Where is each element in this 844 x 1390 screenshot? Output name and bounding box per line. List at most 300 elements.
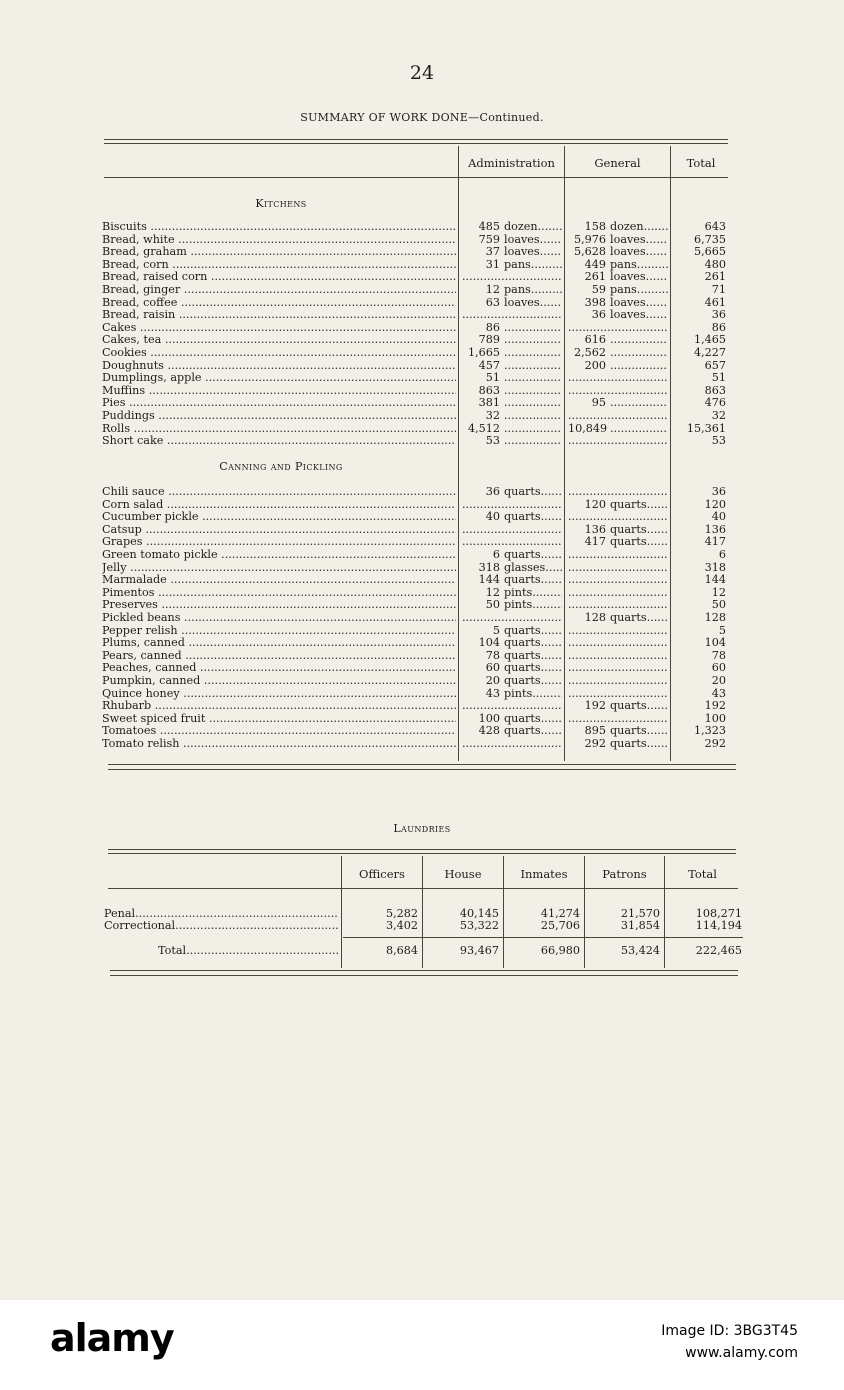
cell-number: 59 <box>591 284 606 296</box>
cell-number: 128 <box>584 612 606 624</box>
cell-unit: quarts ..... <box>610 738 668 751</box>
row-label: Correctional ..... <box>104 920 338 933</box>
cell-number: 449 <box>584 258 606 271</box>
row-label: Penal ..... <box>104 908 338 921</box>
row-label: Jelly ..... <box>102 562 456 575</box>
row-label: Pumpkin, canned ..... <box>102 675 456 688</box>
cell-number: 63 <box>485 296 500 309</box>
laundries-sum-rule <box>343 937 743 938</box>
cell-value: 66,980 <box>540 944 580 957</box>
image-id <box>661 1320 798 1364</box>
cell-number: 40 <box>485 511 500 524</box>
row-label: Pickled beans ..... <box>102 612 456 625</box>
cell-value <box>462 688 562 701</box>
table1-col-divider <box>458 146 459 761</box>
row-label: Dumplings, apple ..... <box>102 372 456 385</box>
cell-value <box>568 385 668 398</box>
cell-total: 863 <box>704 383 726 397</box>
cell-number: 192 <box>584 700 606 713</box>
cell-total: 5 <box>718 623 726 637</box>
cell-value <box>462 334 562 347</box>
cell-number: 104 <box>478 637 500 650</box>
cell-value <box>568 486 668 499</box>
column-header-total: Total <box>688 867 717 881</box>
cell-number: 318 <box>478 561 500 574</box>
cell-value: 114,194 <box>695 919 742 932</box>
cell-number: 10,849 <box>568 422 608 435</box>
cell-unit <box>504 372 562 385</box>
cell-unit: quarts ..... <box>504 725 562 738</box>
cell-total: 20 <box>711 674 726 687</box>
cell-value <box>568 574 668 587</box>
cell-unit: quarts ..... <box>610 700 668 713</box>
table1-top-rule <box>104 139 728 140</box>
cell-value <box>568 662 668 675</box>
row-label: Pimentos ..... <box>102 587 456 600</box>
cell-value <box>462 499 562 512</box>
cell-value <box>568 334 668 347</box>
cell-value <box>568 397 668 410</box>
cell-value <box>568 524 668 537</box>
cell-total: 104 <box>704 636 726 650</box>
cell-unit <box>504 360 562 373</box>
row-label: Total ..... <box>158 945 340 958</box>
cell-value <box>462 725 562 738</box>
row-label: Marmalade ..... <box>102 574 456 587</box>
cell-value <box>568 284 668 297</box>
laundries-bottom-rule <box>110 970 738 971</box>
column-header-inmates: Inmates <box>520 867 568 881</box>
row-label: Bread, coffee ..... <box>102 297 456 310</box>
cell-unit <box>504 423 562 436</box>
cell-unit: loaves ..... <box>610 309 668 322</box>
cell-value <box>462 637 562 650</box>
cell-number: 136 <box>584 523 606 536</box>
cell-number: 863 <box>478 384 500 397</box>
section-heading: Canning and Pickling <box>219 460 343 473</box>
cell-total: 86 <box>711 320 726 334</box>
cell-number: 5,976 <box>573 233 606 246</box>
section-heading: Kitchens <box>255 197 307 210</box>
row-label: Bread, raised corn ..... <box>102 271 456 284</box>
cell-total: 417 <box>704 535 726 549</box>
cell-value <box>568 700 668 713</box>
cell-total: 53 <box>711 434 726 448</box>
row-label: Green tomato pickle ..... <box>102 549 456 562</box>
cell-total: 12 <box>711 585 726 599</box>
row-label: Grapes ..... <box>102 536 456 549</box>
cell-value <box>568 536 668 549</box>
row-label: Pears, canned ..... <box>102 650 456 663</box>
cell-total: 32 <box>711 409 726 422</box>
laundries-top-rule <box>108 849 736 850</box>
cell-unit <box>610 360 668 373</box>
row-label: Quince honey ..... <box>102 688 456 701</box>
cell-total: 1,465 <box>693 333 726 347</box>
cell-total: 1,323 <box>693 724 726 738</box>
cell-value <box>568 347 668 360</box>
cell-value <box>462 650 562 663</box>
cell-value: 31,854 <box>620 919 660 932</box>
cell-unit: loaves ..... <box>504 297 562 310</box>
cell-total: 643 <box>704 220 726 233</box>
cell-value <box>568 259 668 272</box>
cell-value <box>462 259 562 272</box>
cell-value <box>462 435 562 448</box>
cell-value <box>568 499 668 512</box>
cell-value <box>568 625 668 638</box>
cell-value: 25,706 <box>540 919 580 932</box>
cell-total: 136 <box>704 522 726 536</box>
cell-value <box>568 549 668 562</box>
cell-value <box>462 410 562 423</box>
column-header-administration: Administration <box>468 156 555 170</box>
cell-unit: pans ..... <box>610 284 668 297</box>
cell-number: 100 <box>478 712 500 725</box>
cell-value <box>462 284 562 297</box>
cell-total: 51 <box>711 371 726 385</box>
cell-number: 4,512 <box>467 422 500 435</box>
row-label: Chili sauce ..... <box>102 486 456 499</box>
cell-value <box>462 486 562 499</box>
row-label: Tomato relish ..... <box>102 738 456 751</box>
row-label: Peaches, canned ..... <box>102 662 456 675</box>
cell-total: 128 <box>704 611 726 624</box>
cell-unit: quarts ..... <box>504 637 562 650</box>
column-header-house: House <box>444 867 482 881</box>
cell-number: 292 <box>584 738 606 750</box>
cell-value <box>462 562 562 575</box>
row-label: Cakes, tea ..... <box>102 334 456 347</box>
cell-number: 417 <box>584 536 606 549</box>
cell-total: 144 <box>704 573 726 587</box>
row-label: Preserves ..... <box>102 599 456 612</box>
cell-unit: quarts ..... <box>504 713 562 726</box>
cell-value <box>462 221 562 234</box>
cell-unit: dozen ..... <box>504 221 562 234</box>
cell-value: 21,570 <box>620 907 660 920</box>
cell-total: 261 <box>704 270 726 284</box>
table1-header-rule <box>104 177 728 178</box>
cell-number: 261 <box>584 271 606 284</box>
cell-value <box>462 322 562 335</box>
laundries-bottom-rule-2 <box>110 975 738 976</box>
row-label: Bread, white ..... <box>102 234 456 247</box>
cell-number: 86 <box>485 321 500 334</box>
cell-total: 292 <box>704 737 726 750</box>
cell-total: 318 <box>704 560 726 574</box>
table1-bottom-rule-2 <box>108 769 736 770</box>
cell-value <box>462 423 562 436</box>
row-label: Biscuits ..... <box>102 221 456 234</box>
cell-number: 12 <box>485 284 500 296</box>
cell-unit <box>504 385 562 398</box>
row-label: Bread, corn ..... <box>102 259 456 272</box>
laundries-header-rule <box>108 888 738 889</box>
cell-number: 398 <box>584 296 606 309</box>
cell-number: 1,665 <box>467 347 500 359</box>
cell-unit: quarts ..... <box>610 536 668 549</box>
laundries-heading: Laundries <box>393 822 451 835</box>
cell-value <box>462 524 562 537</box>
cell-value <box>568 297 668 310</box>
page-number: 24 <box>409 62 435 84</box>
cell-unit: quarts ..... <box>610 725 668 738</box>
row-label: Puddings ..... <box>102 410 456 423</box>
cell-total: 480 <box>704 257 726 271</box>
cell-unit: quarts ..... <box>504 574 562 587</box>
cell-value <box>568 650 668 663</box>
cell-value: 40,145 <box>459 907 499 920</box>
row-label: Rolls ..... <box>102 423 456 436</box>
cell-value <box>568 360 668 373</box>
column-header-patrons: Patrons <box>602 867 647 881</box>
cell-value <box>568 271 668 284</box>
cell-unit <box>610 397 668 410</box>
cell-unit: quarts ..... <box>610 612 668 625</box>
cell-value: 93,467 <box>459 944 499 957</box>
row-label: Doughnuts ..... <box>102 360 456 373</box>
row-label: Pepper relish ..... <box>102 625 456 638</box>
cell-value <box>568 599 668 612</box>
cell-unit: quarts ..... <box>504 675 562 688</box>
cell-value <box>568 221 668 234</box>
cell-value: 41,274 <box>540 907 580 920</box>
cell-value <box>462 599 562 612</box>
cell-unit: quarts ..... <box>504 486 562 499</box>
row-label: Plums, canned ..... <box>102 637 456 650</box>
cell-unit: pints ..... <box>504 688 562 701</box>
cell-number: 789 <box>478 334 500 347</box>
cell-total: 476 <box>704 396 726 410</box>
cell-number: 95 <box>591 397 606 410</box>
cell-unit: loaves ..... <box>504 234 562 247</box>
cell-total: 461 <box>704 295 726 309</box>
cell-unit <box>504 334 562 347</box>
cell-total: 40 <box>711 510 726 524</box>
row-label: Pies ..... <box>102 397 456 410</box>
cell-total: 4,227 <box>693 346 726 359</box>
cell-unit <box>504 410 562 423</box>
cell-value: 222,465 <box>695 944 742 957</box>
cell-value <box>568 410 668 423</box>
cell-value <box>462 700 562 713</box>
page-title: SUMMARY OF WORK DONE—Continued. <box>300 111 544 124</box>
table1-col-divider <box>670 146 671 761</box>
cell-unit: glasses ..... <box>504 562 562 575</box>
cell-number: 457 <box>478 359 500 372</box>
site-url: www.alamy.com <box>685 1345 798 1361</box>
cell-value <box>462 738 562 751</box>
cell-value <box>462 536 562 549</box>
cell-unit: quarts ..... <box>504 511 562 524</box>
column-header-general: General <box>594 156 641 170</box>
cell-total: 71 <box>711 283 726 296</box>
cell-number: 144 <box>478 574 500 587</box>
cell-unit: quarts ..... <box>504 650 562 663</box>
cell-number: 158 <box>584 221 606 233</box>
cell-value <box>568 738 668 751</box>
cell-unit: pans ..... <box>504 284 562 297</box>
cell-unit <box>504 397 562 410</box>
cell-unit: dozen ..... <box>610 221 668 234</box>
row-label: Sweet spiced fruit ..... <box>102 713 456 726</box>
cell-unit: pans ..... <box>610 259 668 272</box>
cell-value <box>568 612 668 625</box>
cell-value <box>568 372 668 385</box>
laundries-top-rule-2 <box>108 853 736 854</box>
row-label: Short cake ..... <box>102 435 456 448</box>
table1-top-rule-2 <box>104 143 728 144</box>
cell-value <box>568 322 668 335</box>
cell-value <box>462 587 562 600</box>
cell-value <box>462 397 562 410</box>
cell-value <box>462 297 562 310</box>
row-label: Rhubarb ..... <box>102 700 456 713</box>
cell-value <box>568 713 668 726</box>
cell-value <box>568 688 668 701</box>
cell-value <box>462 271 562 284</box>
cell-number: 5,628 <box>573 246 606 259</box>
cell-value <box>462 662 562 675</box>
table1-col-divider <box>564 146 565 761</box>
cell-value <box>462 675 562 688</box>
cell-unit: loaves ..... <box>610 271 668 284</box>
cell-value <box>462 511 562 524</box>
cell-value <box>568 675 668 688</box>
cell-number: 895 <box>584 725 606 738</box>
cell-value <box>462 385 562 398</box>
row-label: Bread, ginger ..... <box>102 284 456 297</box>
cell-total: 36 <box>711 485 726 498</box>
cell-unit: pans ..... <box>504 259 562 272</box>
cell-value: 3,402 <box>385 919 418 932</box>
cell-value <box>462 309 562 322</box>
cell-number: 5 <box>492 624 500 637</box>
cell-value: 53,322 <box>459 919 499 932</box>
cell-value: 53,424 <box>620 944 660 957</box>
cell-unit: quarts ..... <box>504 625 562 638</box>
cell-number: 20 <box>485 675 500 687</box>
cell-number: 36 <box>485 486 500 498</box>
cell-unit <box>504 435 562 448</box>
cell-value <box>568 511 668 524</box>
cell-number: 60 <box>485 662 500 675</box>
column-header-total: Total <box>686 156 716 170</box>
cell-total: 60 <box>711 661 726 675</box>
row-label: Bread, graham ..... <box>102 246 456 259</box>
cell-unit <box>610 423 668 436</box>
cell-value <box>568 246 668 259</box>
cell-unit <box>504 322 562 335</box>
cell-unit: loaves ..... <box>504 246 562 259</box>
cell-value <box>462 612 562 625</box>
cell-unit <box>504 347 562 360</box>
cell-value <box>462 713 562 726</box>
cell-unit <box>610 347 668 360</box>
cell-number: 2,562 <box>573 347 606 359</box>
cell-unit: loaves ..... <box>610 246 668 259</box>
cell-number: 78 <box>485 649 500 662</box>
cell-unit: loaves ..... <box>610 234 668 247</box>
cell-total: 50 <box>711 598 726 612</box>
cell-number: 51 <box>485 372 500 385</box>
cell-number: 485 <box>478 221 500 233</box>
row-label: Cakes ..... <box>102 322 456 335</box>
cell-unit <box>610 334 668 347</box>
cell-total: 15,361 <box>686 421 726 435</box>
cell-value <box>568 587 668 600</box>
cell-total: 43 <box>711 686 726 700</box>
cell-total: 36 <box>711 308 726 322</box>
row-label: Cucumber pickle ..... <box>102 511 456 524</box>
cell-value <box>462 549 562 562</box>
cell-unit: loaves ..... <box>610 297 668 310</box>
cell-number: 31 <box>485 258 500 271</box>
brand-logo: alamy <box>50 1316 174 1360</box>
cell-total: 100 <box>704 711 726 725</box>
cell-total: 5,665 <box>693 245 726 259</box>
row-label: Muffins ..... <box>102 385 456 398</box>
cell-number: 50 <box>485 599 500 612</box>
cell-number: 53 <box>485 435 500 448</box>
column-header-officers: Officers <box>359 867 405 881</box>
cell-value <box>568 562 668 575</box>
cell-unit: pints ..... <box>504 587 562 600</box>
cell-total: 120 <box>704 497 726 511</box>
cell-total: 6,735 <box>693 232 726 246</box>
cell-value <box>568 309 668 322</box>
cell-value <box>568 637 668 650</box>
cell-total: 6 <box>718 548 726 561</box>
row-label: Bread, raisin ..... <box>102 309 456 322</box>
cell-number: 43 <box>485 687 500 700</box>
cell-number: 32 <box>485 410 500 422</box>
cell-number: 12 <box>485 586 500 599</box>
cell-number: 200 <box>584 359 606 372</box>
cell-value <box>568 423 668 436</box>
cell-number: 381 <box>478 397 500 410</box>
cell-unit: quarts ..... <box>610 524 668 537</box>
cell-value <box>462 372 562 385</box>
cell-number: 428 <box>478 725 500 738</box>
cell-unit: quarts ..... <box>504 549 562 562</box>
cell-number: 759 <box>478 233 500 246</box>
cell-number: 616 <box>584 334 606 347</box>
cell-total: 192 <box>704 699 726 713</box>
cell-unit: quarts ..... <box>504 662 562 675</box>
cell-value: 5,282 <box>385 907 418 920</box>
cell-unit: pints ..... <box>504 599 562 612</box>
cell-value <box>568 435 668 448</box>
cell-number: 6 <box>492 549 500 561</box>
cell-number: 120 <box>584 498 606 511</box>
row-label: Catsup ..... <box>102 524 456 537</box>
row-label: Corn salad ..... <box>102 499 456 512</box>
image-id-text: Image ID: 3BG3T45 <box>661 1323 798 1339</box>
cell-unit: quarts ..... <box>610 499 668 512</box>
cell-value <box>568 725 668 738</box>
cell-value: 8,684 <box>385 944 418 957</box>
cell-total: 657 <box>704 358 726 372</box>
cell-number: 37 <box>485 246 500 259</box>
cell-value: 108,271 <box>695 907 742 920</box>
cell-value <box>462 360 562 373</box>
cell-value <box>462 347 562 360</box>
cell-value <box>462 246 562 259</box>
cell-value <box>462 234 562 247</box>
cell-value <box>462 625 562 638</box>
